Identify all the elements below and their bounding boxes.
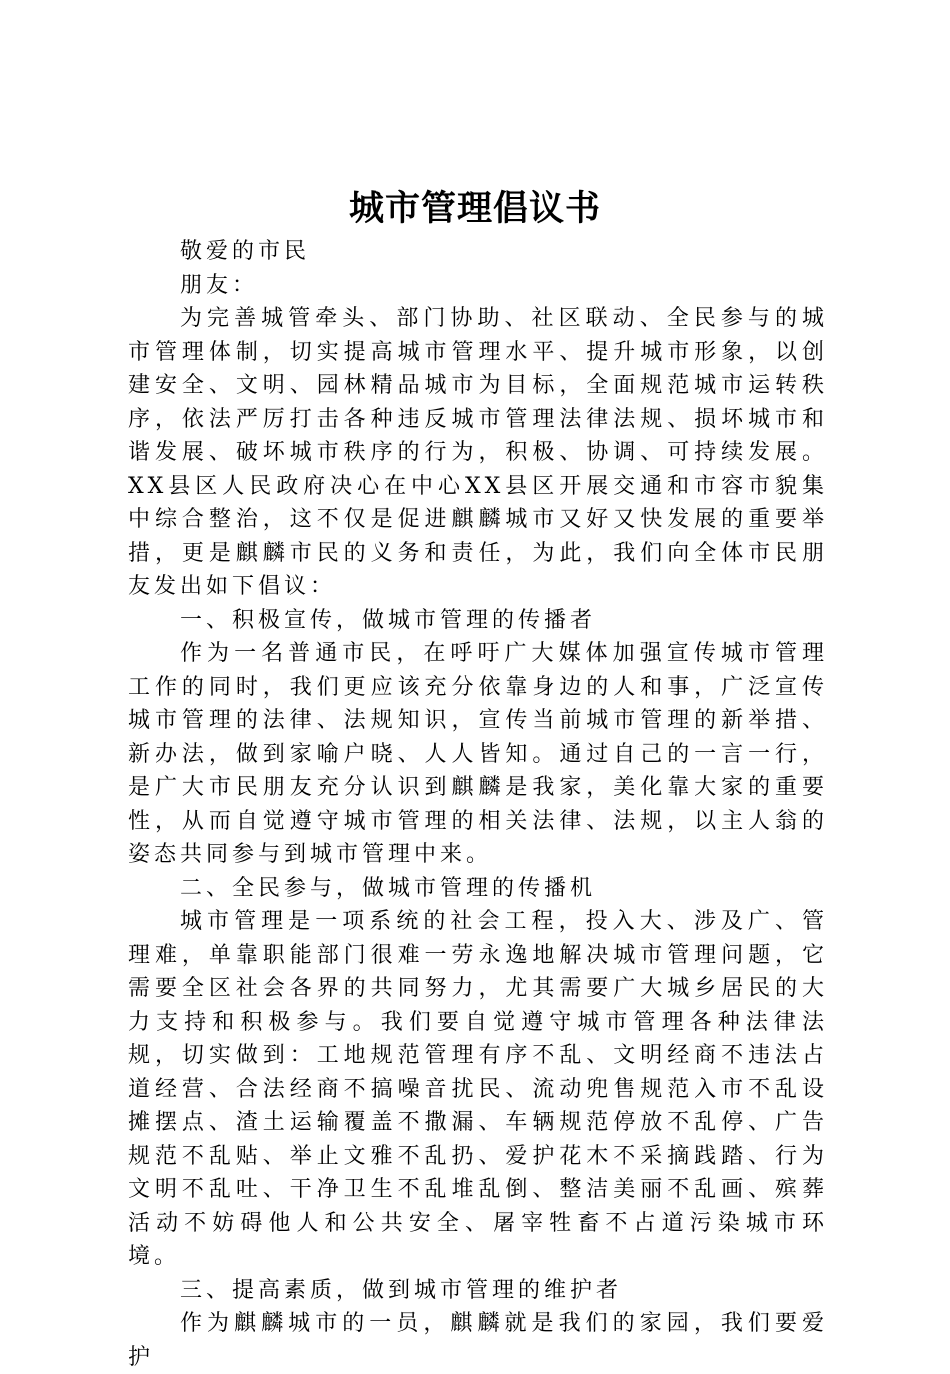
document-title: 城市管理倡议书: [348, 188, 601, 229]
section-1-paragraph: 作为一名普通市民，在呼吁广大媒体加强宣传城市管理工作的同时，我们更应该充分依靠身边的人和事，广泛宣传城市管理的法律、法规知识，宣传当前城市管理的新举措、新办法，做到家喻户晓、人人皆知。通过自己的一言一行，是广大市民朋友充分认识到麒麟是我家，美化靠大家的重要性，从而自觉遵守城市管理的相关法律、法规，以主人翁的姿态共同参与到城市管理中来。: [128, 641, 828, 867]
salutation-line-1: 敬爱的市民: [180, 239, 311, 264]
section-1-heading: 一、积极宣传，做城市管理的传播者: [180, 607, 597, 633]
section-2-heading: 二、全民参与，做城市管理的传播机: [180, 875, 597, 901]
section-3-heading: 三、提高素质，做到城市管理的维护者: [180, 1277, 623, 1303]
salutation-line-2: 朋友：: [180, 272, 259, 298]
document-body: [128, 235, 828, 1374]
section-3-paragraph: 作为麒麟城市的一员，麒麟就是我们的家园，我们要爱护: [128, 1311, 828, 1370]
section-2-paragraph: 城市管理是一项系统的社会工程，投入大、涉及广、管理难，单靠职能部门很难一劳永逸地解决城市管理问题，它需要全区社会各界的共同努力，尤其需要广大城乡居民的大力支持和积极参与。我们要自觉遵守城市管理各种法律法规，切实做到：工地规范管理有序不乱、文明经商不违法占道经营、合法经商不搞噪音扰民、流动兜售规范入市不乱设摊摆点、渣土运输覆盖不撒漏、车辆规范停放不乱停、广告规范不乱贴、举止文雅不乱扔、爱护花木不采摘践踏、行为文明不乱吐、干净卫生不乱堆乱倒、整洁美丽不乱画、殡葬活动不妨碍他人和公共安全、屠宰牲畜不占道污染城市环境。: [128, 909, 828, 1269]
intro-paragraph: 为完善城管牵头、部门协助、社区联动、全民参与的城市管理体制，切实提高城市管理水平、提升城市形象，以创建安全、文明、园林精品城市为目标，全面规范城市运转秩序，依法严厉打击各种违反城市管理法律法规、损坏城市和谐发展、破坏城市秩序的行为，积极、协调、可持续发展。XX县区人民政府决心在中心XX县区开展交通和市容市貌集中综合整治，这不仅是促进麒麟城市又好又快发展的重要举措，更是麒麟市民的义务和责任，为此，我们向全体市民朋友发出如下倡议：: [128, 306, 828, 599]
